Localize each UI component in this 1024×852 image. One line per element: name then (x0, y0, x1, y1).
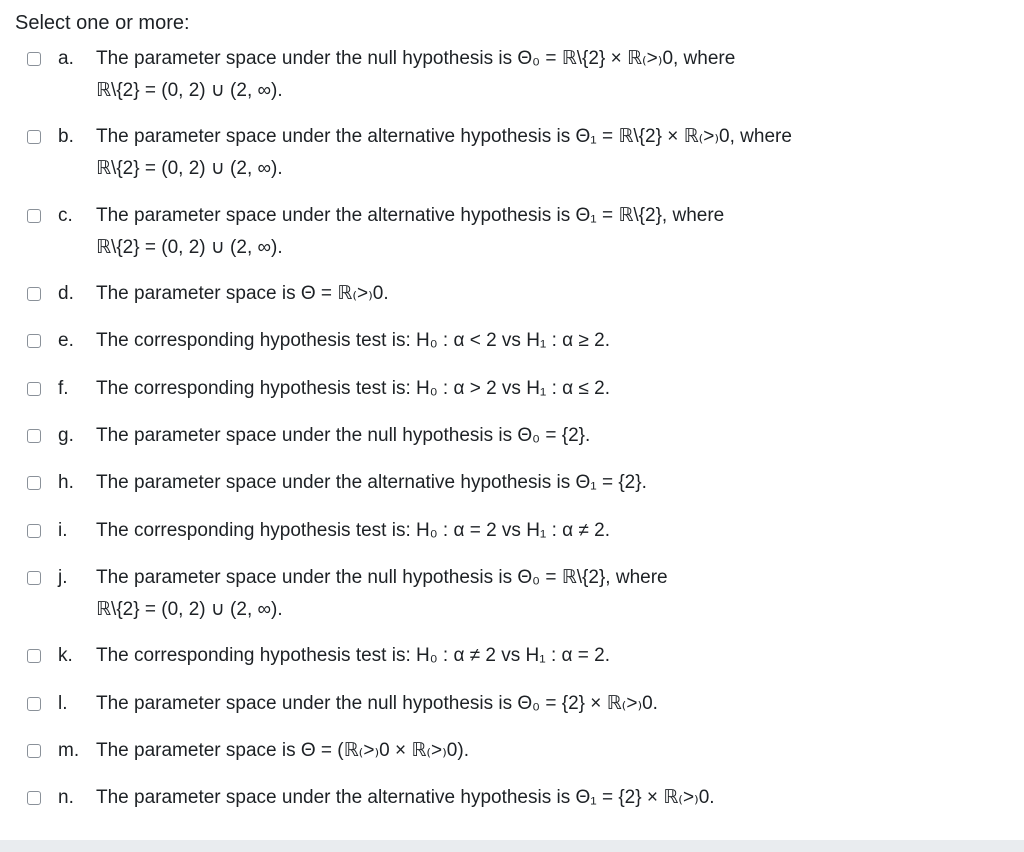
option-text-line1: The parameter space under the alternative hypothesis is Θ₁ = ℝ\{2} × ℝ₍>₎0, where (96, 126, 792, 147)
option-letter: i. (58, 520, 68, 541)
option-letter: b. (58, 126, 74, 147)
option-text: The parameter space is Θ = (ℝ₍>₎0 × ℝ₍>₎0). (96, 740, 469, 761)
checkbox-f[interactable] (27, 382, 41, 396)
option-text-line2: ℝ\{2} = (0, 2) ∪ (2, ∞). (96, 80, 283, 101)
option-text-line2: ℝ\{2} = (0, 2) ∪ (2, ∞). (96, 158, 283, 179)
checkbox-m[interactable] (27, 744, 41, 758)
option-text-line1: The parameter space under the alternative hypothesis is Θ₁ = ℝ\{2}, where (96, 205, 725, 226)
option-text: The corresponding hypothesis test is: H₀ : α ≠ 2 vs H₁ : α = 2. (96, 645, 610, 666)
checkbox-l[interactable] (27, 697, 41, 711)
option-letter: l. (58, 693, 68, 714)
option-text: The parameter space is Θ = ℝ₍>₎0. (96, 283, 389, 304)
option-text-line2: ℝ\{2} = (0, 2) ∪ (2, ∞). (96, 599, 283, 620)
option-letter: h. (58, 472, 74, 493)
option-letter: a. (58, 48, 74, 69)
option-text: The parameter space under the null hypothesis is Θ₀ = {2} × ℝ₍>₎0. (96, 693, 658, 714)
option-text-line1: The parameter space under the null hypothesis is Θ₀ = ℝ\{2} × ℝ₍>₎0, where (96, 48, 736, 69)
option-text: The parameter space under the alternative hypothesis is Θ₁ = {2}. (96, 472, 647, 493)
option-text-line2: ℝ\{2} = (0, 2) ∪ (2, ∞). (96, 237, 283, 258)
option-letter: j. (58, 567, 68, 588)
option-text: The parameter space under the null hypothesis is Θ₀ = {2}. (96, 425, 591, 446)
checkbox-d[interactable] (27, 287, 41, 301)
bottom-band (0, 840, 1024, 852)
checkbox-n[interactable] (27, 791, 41, 805)
checkbox-c[interactable] (27, 209, 41, 223)
option-text: The corresponding hypothesis test is: H₀ : α > 2 vs H₁ : α ≤ 2. (96, 378, 610, 399)
checkbox-b[interactable] (27, 130, 41, 144)
checkbox-h[interactable] (27, 476, 41, 490)
option-text: The corresponding hypothesis test is: H₀ : α < 2 vs H₁ : α ≥ 2. (96, 330, 610, 351)
checkbox-a[interactable] (27, 52, 41, 66)
option-letter: d. (58, 283, 74, 304)
checkbox-k[interactable] (27, 649, 41, 663)
option-letter: m. (58, 740, 80, 761)
checkbox-g[interactable] (27, 429, 41, 443)
option-letter: k. (58, 645, 73, 666)
checkbox-i[interactable] (27, 524, 41, 538)
option-text-line1: The parameter space under the null hypothesis is Θ₀ = ℝ\{2}, where (96, 567, 668, 588)
option-text: The parameter space under the alternative hypothesis is Θ₁ = {2} × ℝ₍>₎0. (96, 787, 715, 808)
option-letter: e. (58, 330, 74, 351)
question-prompt: Select one or more: (15, 12, 190, 34)
checkbox-e[interactable] (27, 334, 41, 348)
option-letter: n. (58, 787, 74, 808)
checkbox-j[interactable] (27, 571, 41, 585)
option-letter: c. (58, 205, 73, 226)
option-text: The corresponding hypothesis test is: H₀ : α = 2 vs H₁ : α ≠ 2. (96, 520, 610, 541)
option-letter: g. (58, 425, 74, 446)
option-letter: f. (58, 378, 69, 399)
